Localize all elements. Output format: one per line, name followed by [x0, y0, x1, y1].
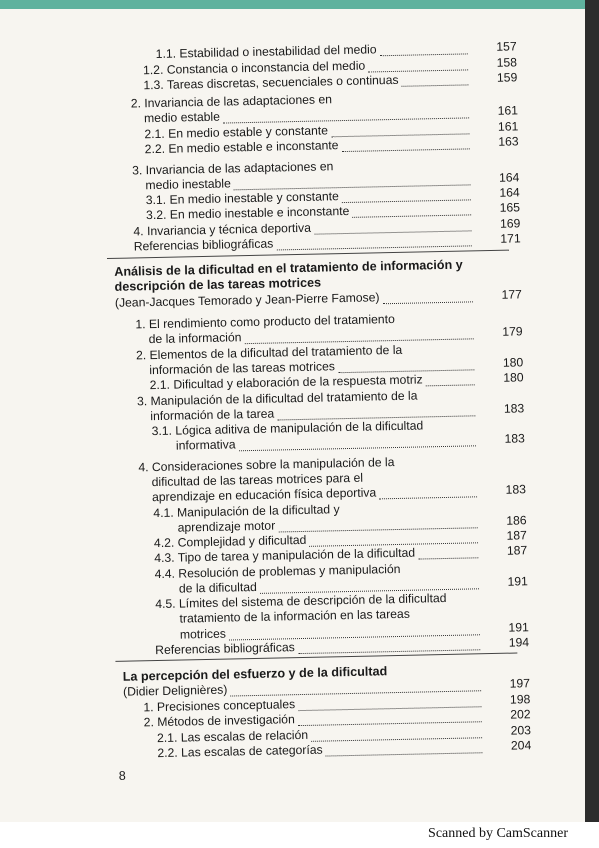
dot-leader: [352, 204, 471, 217]
dot-leader: [239, 435, 476, 451]
toc-entry-text: motrices: [179, 626, 227, 642]
toc-entry-text: aprendizaje en educación física deportiva: [151, 485, 377, 505]
dot-leader: [383, 291, 473, 304]
dot-leader: [426, 374, 475, 386]
toc-entry-text: información de las tareas motrices: [149, 359, 336, 378]
toc-entry-text: descripción de las tareas motrices: [114, 275, 322, 294]
toc-page-number: 202: [510, 707, 531, 722]
toc-entry-text: 2.1. Dificultad y elaboración de la respuesta motriz: [149, 372, 423, 393]
toc-entry-text: de la información: [148, 330, 242, 347]
toc-entry-text: 3. Manipulación de la dificultad del tratamiento de la: [136, 388, 418, 409]
toc-entry-text: tratamiento de la información en las tareas: [179, 606, 410, 626]
dot-leader: [418, 547, 478, 559]
toc-entry-text: 2.2. En medio estable e inconstante: [144, 138, 339, 157]
toc-entry-text: 4.1. Manipulación de la dificultad y: [153, 502, 340, 521]
toc-page-number: 179: [502, 324, 523, 339]
toc-page-number: 198: [509, 692, 531, 707]
toc-entry-text: medio inestable: [145, 176, 231, 193]
toc-entry-text: 2.1. Las escalas de relación: [156, 727, 309, 746]
toc-page-number: 183: [503, 401, 525, 416]
scan-credit: Scanned by CamScanner: [428, 826, 568, 841]
dot-leader: [368, 59, 468, 72]
toc-entry-text: 3.1. En medio inestable y constante: [145, 189, 339, 208]
toc-entry-text: La percepción del esfuerzo y de la dificultad: [122, 664, 388, 684]
toc-page-number: 159: [496, 70, 518, 85]
toc-page-number: 194: [508, 635, 530, 650]
toc-entry-text: de la dificultad: [178, 579, 257, 596]
toc-page-number: 165: [499, 200, 521, 215]
dot-leader: [277, 235, 472, 250]
toc-page-number: 204: [510, 738, 532, 753]
dot-leader: [380, 43, 468, 56]
toc-page-number: 183: [505, 482, 527, 497]
dot-leader: [379, 486, 477, 499]
toc-page-number: 161: [497, 119, 519, 134]
toc-entry-text: dificultad de las tareas motrices para el: [151, 470, 364, 490]
toc-page-number: 158: [496, 55, 518, 70]
toc-page-number: 164: [498, 170, 520, 185]
dot-leader: [325, 742, 482, 756]
toc-entry-text: 4.4. Resolución de problemas y manipulación: [154, 561, 401, 582]
toc-entry-text: 1.3. Tareas discretas, secuenciales o continuas: [143, 72, 399, 93]
toc-page-number: 180: [502, 355, 524, 370]
toc-entry-text: 1. Precisiones conceptuales: [143, 697, 296, 715]
toc-entry-text: 1. El rendimiento como producto del tratamiento: [135, 311, 395, 332]
toc-entry-text: 4. Invariancia y técnica deportiva: [133, 220, 312, 239]
toc-page-number: 177: [501, 287, 522, 302]
toc-page-number: 171: [500, 231, 521, 246]
toc-entry-text: 2. Elementos de la dificultad del tratamiento de la: [135, 342, 403, 363]
toc-entry-text: 3.1. Lógica aditiva de manipulación de la dificultad: [151, 418, 424, 439]
toc-entry-text: 2.2. Las escalas de categorías: [157, 742, 323, 761]
toc-entry-text: aprendizaje motor: [177, 518, 276, 535]
toc-page-number: 180: [503, 370, 524, 385]
book-spine: [585, 0, 599, 822]
toc-page-number: 187: [506, 528, 528, 543]
toc-page-number: 169: [499, 216, 521, 231]
toc-entry-text: medio estable: [143, 109, 221, 126]
toc-page-number: 164: [499, 185, 520, 200]
dot-leader: [298, 639, 480, 654]
toc-entry-text: Análisis de la dificultad en el tratamiento de información y: [114, 257, 463, 279]
toc-entry-text: 1.2. Constancia o inconstancia del medio: [142, 58, 366, 78]
toc-entry-text: 4.5. Límites del sistema de descripción de la dificultad: [155, 590, 447, 612]
toc-entry-text: 3. Invariancia de las adaptaciones en: [132, 159, 334, 178]
toc-entry-text: 3.2. En medio inestable e inconstante: [145, 203, 350, 223]
toc-page-number: 186: [506, 513, 527, 528]
toc-page-number: 191: [508, 620, 529, 635]
toc-page-number: 191: [507, 574, 528, 589]
toc-entry-text: 4. Consideraciones sobre la manipulación de la: [138, 455, 395, 475]
toc-page-number: 183: [504, 431, 525, 446]
dot-leader: [401, 74, 468, 86]
toc-page-number: 161: [497, 103, 519, 118]
toc-entry-text: información de la tarea: [150, 406, 275, 424]
toc-entry-text: 2. Invariancia de las adaptaciones en: [130, 92, 333, 111]
toc-entry-text: 4.3. Tipo de tarea y manipulación de la dificultad: [154, 545, 416, 566]
page-number: 8: [118, 768, 126, 783]
toc-entry-text: 4.2. Complejidad y dificultad: [153, 532, 307, 551]
toc-entry-text: (Jean-Jacques Temorado y Jean-Pierre Famose): [114, 290, 380, 310]
toc-entry-text: 1.1. Estabilidad o inestabilidad del medio: [155, 42, 377, 61]
toc-page-number: 163: [498, 134, 519, 149]
toc-entry-text: 2. Métodos de investigación: [143, 712, 295, 730]
toc-page-number: 157: [496, 39, 517, 54]
toc-entry-text: informativa: [175, 437, 236, 453]
toc-page-number: 203: [510, 723, 532, 738]
toc-page-number: 197: [509, 676, 531, 691]
dot-leader: [342, 138, 470, 152]
toc-entry-text: Referencias bibliográficas: [133, 236, 274, 254]
toc-entry-text: (Didier Delignières): [122, 682, 228, 699]
toc-entry-text: Referencias bibliográficas: [155, 640, 295, 658]
toc-page-number: 187: [506, 543, 528, 558]
toc-entry-text: 2.1. En medio estable y constante: [144, 123, 329, 142]
